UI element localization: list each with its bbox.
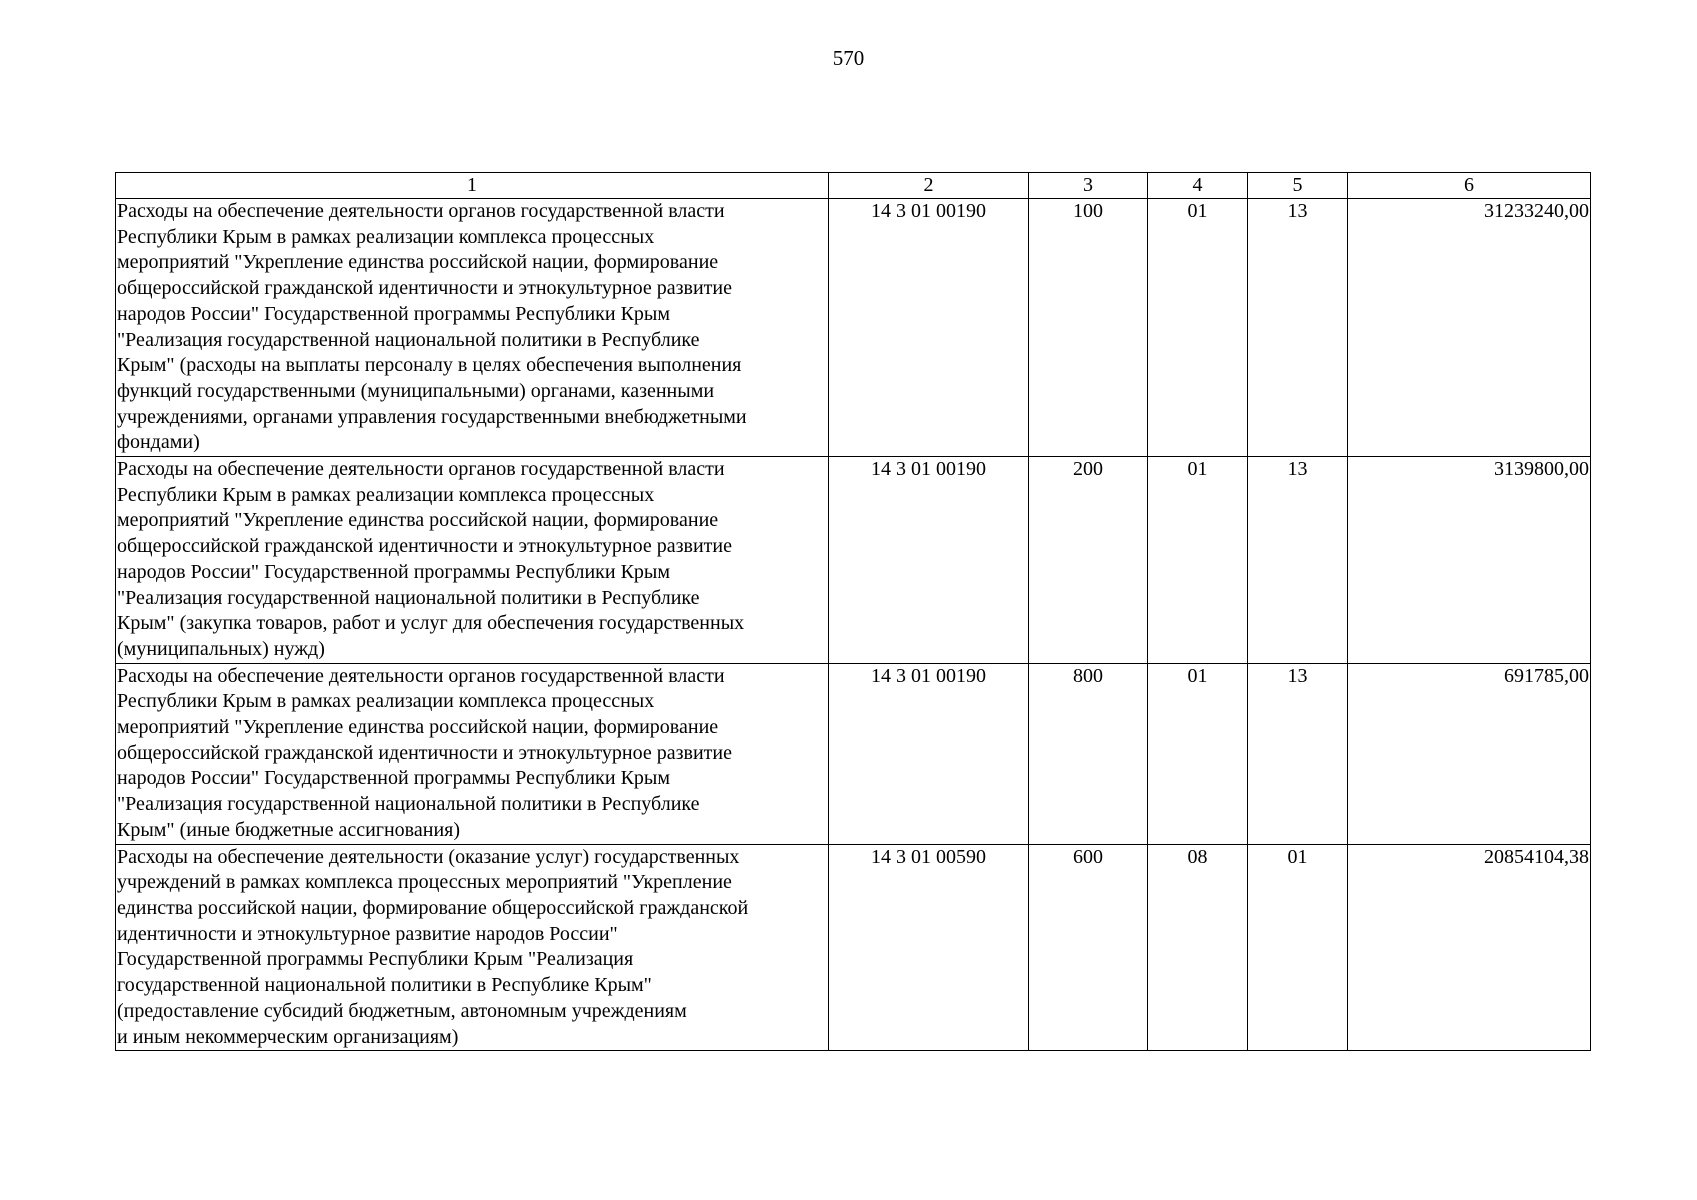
table-row <box>116 844 1591 1051</box>
row-amount: 3139800,00 <box>1348 457 1591 664</box>
column-header-1: 1 <box>116 173 829 199</box>
row-subsection: 01 <box>1248 844 1348 1051</box>
row-description: Расходы на обеспечение деятельности (оказание услуг) государственных учреждений в рамках комплекса процессных мероприятий "Укрепление единства российской нации, формирование общероссийской гражданской идентичности и этнокультурное развитие народов России" Государственной программы Республики Крым "Реализация государственной национальной политики в Республике Крым" (предоставление субсидий бюджетным, автономным учреждениям и иным некоммерческим организациям) <box>116 844 829 1051</box>
row-expense-type: 100 <box>1029 199 1148 457</box>
row-target-code: 14 3 01 00590 <box>829 844 1029 1051</box>
row-subsection: 13 <box>1248 199 1348 457</box>
row-subsection: 13 <box>1248 663 1348 844</box>
column-header-5: 5 <box>1248 173 1348 199</box>
row-amount: 691785,00 <box>1348 663 1591 844</box>
column-header-3: 3 <box>1029 173 1148 199</box>
column-header-6: 6 <box>1348 173 1591 199</box>
row-section: 01 <box>1148 199 1248 457</box>
table-row <box>116 663 1591 844</box>
column-header-2: 2 <box>829 173 1029 199</box>
row-subsection: 13 <box>1248 457 1348 664</box>
row-expense-type: 200 <box>1029 457 1148 664</box>
table-row <box>116 457 1591 664</box>
row-expense-type: 800 <box>1029 663 1148 844</box>
header-row <box>116 173 1591 199</box>
row-description: Расходы на обеспечение деятельности органов государственной власти Республики Крым в рамках реализации комплекса процессных мероприятий "Укрепление единства российской нации, формирование общероссийской гражданской идентичности и этнокультурное развитие народов России" Государственной программы Республики Крым "Реализация государственной национальной политики в Республике Крым" (расходы на выплаты персоналу в целях обеспечения выполнения функций государственными (муниципальными) органами, казенными учреждениями, органами управления государственными внебюджетными фондами) <box>116 199 829 457</box>
row-section: 01 <box>1148 457 1248 664</box>
row-expense-type: 600 <box>1029 844 1148 1051</box>
page-number: 570 <box>832 46 865 70</box>
budget-table <box>115 172 1591 1051</box>
row-amount: 20854104,38 <box>1348 844 1591 1051</box>
row-description: Расходы на обеспечение деятельности органов государственной власти Республики Крым в рамках реализации комплекса процессных мероприятий "Укрепление единства российской нации, формирование общероссийской гражданской идентичности и этнокультурное развитие народов России" Государственной программы Республики Крым "Реализация государственной национальной политики в Республике Крым" (иные бюджетные ассигнования) <box>116 663 829 844</box>
table-row <box>116 199 1591 457</box>
row-description: Расходы на обеспечение деятельности органов государственной власти Республики Крым в рамках реализации комплекса процессных мероприятий "Укрепление единства российской нации, формирование общероссийской гражданской идентичности и этнокультурное развитие народов России" Государственной программы Республики Крым "Реализация государственной национальной политики в Республике Крым" (закупка товаров, работ и услуг для обеспечения государственных (муниципальных) нужд) <box>116 457 829 664</box>
row-target-code: 14 3 01 00190 <box>829 457 1029 664</box>
column-header-4: 4 <box>1148 173 1248 199</box>
row-amount: 31233240,00 <box>1348 199 1591 457</box>
row-target-code: 14 3 01 00190 <box>829 199 1029 457</box>
row-target-code: 14 3 01 00190 <box>829 663 1029 844</box>
row-section: 01 <box>1148 663 1248 844</box>
row-section: 08 <box>1148 844 1248 1051</box>
